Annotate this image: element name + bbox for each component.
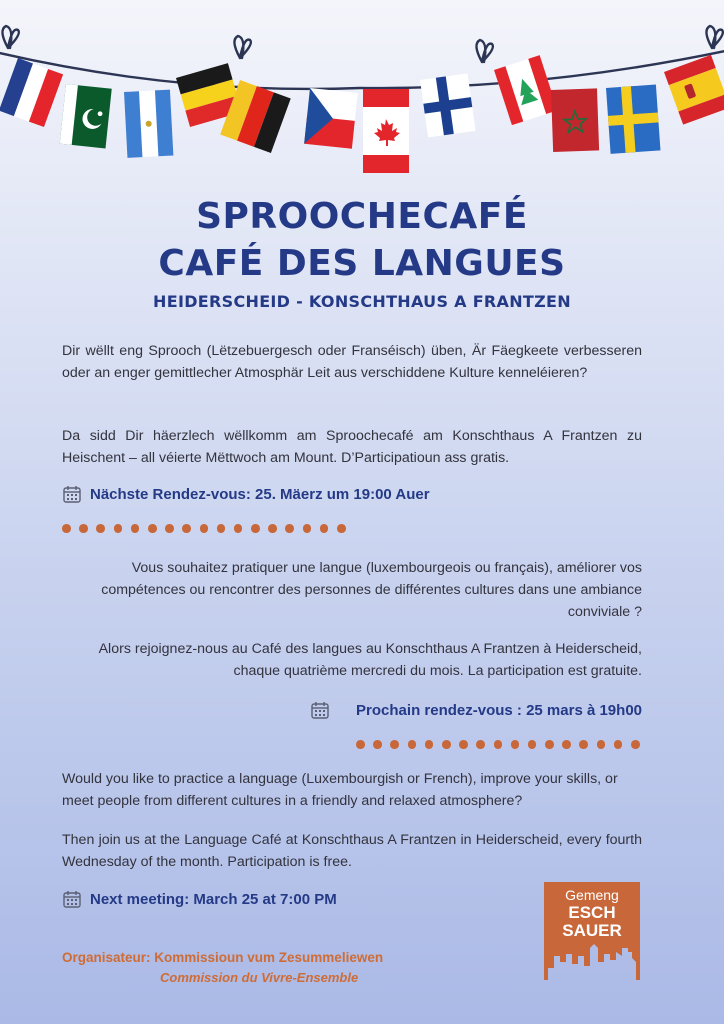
flag-lebanon <box>494 55 558 125</box>
flag-spain <box>664 55 724 125</box>
organizer-luxembourgish: Organisateur: Kommissioun vum Zesummeliewen <box>62 950 384 965</box>
en-paragraph-2: Then join us at the Language Café at Konschthaus A Frantzen in Heiderscheid, every fourth Wednesday of the month. Participation is free. <box>62 832 642 870</box>
flag-bunting <box>0 0 724 190</box>
title-line-2: CAFÉ DES LANGUES <box>158 243 566 284</box>
en-next-meeting-text: Next meeting: March 25 at 7:00 PM <box>90 890 337 908</box>
flag-morocco <box>551 88 599 152</box>
fr-next-meeting <box>284 699 642 721</box>
flag-czech-republic <box>304 88 358 149</box>
fr-next-meeting-text: Prochain rendez-vous : 25 mars à 19h00 <box>356 701 642 719</box>
calendar-icon <box>62 889 82 909</box>
flag-france <box>0 58 63 127</box>
lb-paragraph-2: Da sidd Dir häerzlech wëllkomm am Sproochecafé am Konschthaus A Frantzen zu Heischent – all véierte Mëttwoch am Mount. D’Participatioun ass gratis. <box>62 428 642 466</box>
divider-dots-2 <box>356 740 640 749</box>
flag-finland <box>420 73 476 137</box>
flag-nicaragua <box>124 90 173 158</box>
en-paragraph-1: Would you like to practice a language (Luxembourgish or French), improve your skills, or meet people from different cultures in a friendly and relaxed atmosphere? <box>62 771 618 809</box>
fr-paragraph-1: Vous souhaitez pratiquer une langue (luxembourgeois ou français), améliorer vos compétences ou rencontrer des personnes de différentes cultures dans une ambiance conviviale ? <box>101 560 642 620</box>
lb-next-meeting-text: Nächste Rendez-vous: 25. Mäerz um 19:00 Auer <box>90 485 430 503</box>
title-line-1: SPROOCHECAFÉ <box>196 196 528 237</box>
calendar-icon <box>62 484 82 504</box>
logo-text-esch: ESCH <box>568 903 616 922</box>
logo-text-gemeng: Gemeng <box>565 887 619 903</box>
divider-dots-1 <box>62 524 346 533</box>
flag-pakistan <box>60 84 112 148</box>
flag-canada <box>363 89 409 173</box>
logo-text-sauer: SAUER <box>562 921 622 940</box>
esch-sauer-logo <box>544 882 640 980</box>
calendar-icon <box>310 700 330 720</box>
flag-sweden <box>606 85 660 154</box>
lb-next-meeting <box>62 483 430 505</box>
lb-paragraph-1: Dir wëllt eng Sprooch (Lëtzebuergesch oder Franséisch) üben, Är Fäegkeete verbesseren oder an enger gemittlecher Atmosphär Leit aus verschiddene Kulture kenneléieren? <box>62 343 642 381</box>
subtitle: HEIDERSCHEID - KONSCHTHAUS A FRANTZEN <box>153 292 571 311</box>
organizer-french: Commission du Vivre-Ensemble <box>160 970 359 985</box>
en-next-meeting <box>62 888 337 910</box>
fr-paragraph-2: Alors rejoignez-nous au Café des langues au Konschthaus A Frantzen à Heiderscheid, chaque quatrième mercredi du mois. La participation est gratuite. <box>98 641 642 679</box>
